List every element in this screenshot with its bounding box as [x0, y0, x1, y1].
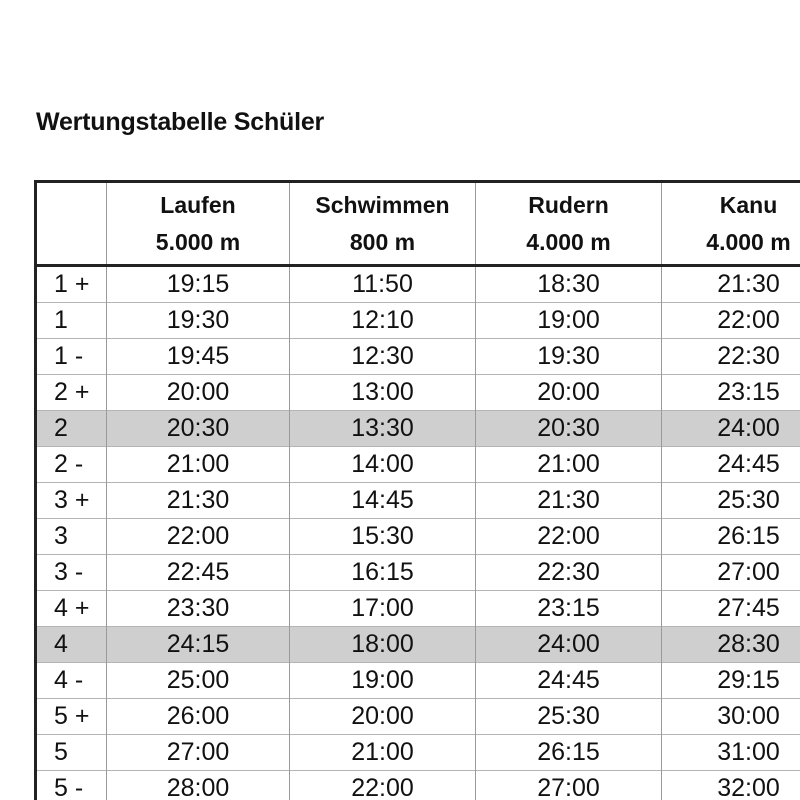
cell-schwimmen: 15:30 [290, 519, 476, 555]
cell-rudern: 24:45 [476, 663, 662, 699]
cell-grade: 3 + [36, 483, 107, 519]
header-schwimmen-distance: 800 m [349, 228, 416, 255]
cell-rudern: 21:00 [476, 447, 662, 483]
cell-kanu: 24:45 [662, 447, 800, 483]
table-row [36, 591, 800, 627]
cell-grade: 1 [36, 303, 107, 339]
header-laufen [107, 182, 290, 266]
cell-laufen: 21:00 [107, 447, 290, 483]
header-grade [36, 182, 107, 266]
header-laufen-distance: 5.000 m [155, 228, 241, 255]
grading-table [34, 180, 800, 800]
cell-rudern: 23:15 [476, 591, 662, 627]
cell-kanu: 23:15 [662, 375, 800, 411]
cell-kanu: 25:30 [662, 483, 800, 519]
header-rudern [476, 182, 662, 266]
cell-grade: 1 + [36, 266, 107, 303]
header-kanu-name: Kanu [719, 191, 778, 218]
header-kanu-distance: 4.000 m [706, 228, 791, 255]
cell-laufen: 24:15 [107, 627, 290, 663]
cell-laufen: 21:30 [107, 483, 290, 519]
cell-rudern: 26:15 [476, 735, 662, 771]
table-row [36, 735, 800, 771]
cell-kanu: 21:30 [662, 266, 800, 303]
cell-kanu: 27:45 [662, 591, 800, 627]
cell-schwimmen: 21:00 [290, 735, 476, 771]
cell-grade: 2 - [36, 447, 107, 483]
cell-laufen: 25:00 [107, 663, 290, 699]
cell-schwimmen: 12:30 [290, 339, 476, 375]
cell-laufen: 23:30 [107, 591, 290, 627]
table-row [36, 627, 800, 663]
table-row [36, 411, 800, 447]
cell-laufen: 20:30 [107, 411, 290, 447]
cell-kanu: 24:00 [662, 411, 800, 447]
cell-rudern: 18:30 [476, 266, 662, 303]
table-row [36, 555, 800, 591]
table-row [36, 303, 800, 339]
cell-schwimmen: 17:00 [290, 591, 476, 627]
cell-laufen: 19:15 [107, 266, 290, 303]
cell-laufen: 26:00 [107, 699, 290, 735]
cell-rudern: 25:30 [476, 699, 662, 735]
cell-rudern: 22:30 [476, 555, 662, 591]
cell-schwimmen: 14:00 [290, 447, 476, 483]
table-row [36, 663, 800, 699]
cell-laufen: 27:00 [107, 735, 290, 771]
cell-grade: 2 + [36, 375, 107, 411]
table-row [36, 339, 800, 375]
table-row [36, 771, 800, 800]
table-row [36, 699, 800, 735]
cell-schwimmen: 20:00 [290, 699, 476, 735]
cell-grade: 3 [36, 519, 107, 555]
page-title: Wertungstabelle Schüler [36, 108, 325, 136]
header-rudern-name: Rudern [528, 191, 609, 218]
cell-grade: 5 + [36, 699, 107, 735]
table-row [36, 266, 800, 303]
cell-laufen: 22:45 [107, 555, 290, 591]
cell-kanu: 22:00 [662, 303, 800, 339]
cell-schwimmen: 13:30 [290, 411, 476, 447]
cell-schwimmen: 11:50 [290, 266, 476, 303]
cell-schwimmen: 22:00 [290, 771, 476, 800]
cell-rudern: 27:00 [476, 771, 662, 800]
cell-laufen: 22:00 [107, 519, 290, 555]
cell-grade: 5 - [36, 771, 107, 800]
header-schwimmen-name: Schwimmen [315, 191, 450, 218]
cell-laufen: 19:30 [107, 303, 290, 339]
cell-rudern: 22:00 [476, 519, 662, 555]
cell-schwimmen: 12:10 [290, 303, 476, 339]
cell-rudern: 19:00 [476, 303, 662, 339]
cell-kanu: 28:30 [662, 627, 800, 663]
cell-grade: 2 [36, 411, 107, 447]
header-kanu [662, 182, 800, 266]
table-body [36, 266, 800, 800]
cell-laufen: 19:45 [107, 339, 290, 375]
cell-kanu: 26:15 [662, 519, 800, 555]
cell-schwimmen: 16:15 [290, 555, 476, 591]
cell-grade: 4 + [36, 591, 107, 627]
table-row [36, 447, 800, 483]
cell-kanu: 29:15 [662, 663, 800, 699]
table-row [36, 519, 800, 555]
cell-grade: 4 - [36, 663, 107, 699]
table-row [36, 375, 800, 411]
cell-kanu: 22:30 [662, 339, 800, 375]
cell-schwimmen: 19:00 [290, 663, 476, 699]
cell-laufen: 28:00 [107, 771, 290, 800]
cell-schwimmen: 13:00 [290, 375, 476, 411]
cell-schwimmen: 18:00 [290, 627, 476, 663]
table-row [36, 483, 800, 519]
cell-rudern: 20:00 [476, 375, 662, 411]
cell-kanu: 32:00 [662, 771, 800, 800]
cell-rudern: 21:30 [476, 483, 662, 519]
cell-grade: 5 [36, 735, 107, 771]
cell-laufen: 20:00 [107, 375, 290, 411]
header-laufen-name: Laufen [160, 191, 236, 218]
cell-rudern: 20:30 [476, 411, 662, 447]
cell-grade: 4 [36, 627, 107, 663]
cell-kanu: 31:00 [662, 735, 800, 771]
header-rudern-distance: 4.000 m [526, 228, 611, 255]
cell-rudern: 19:30 [476, 339, 662, 375]
cell-rudern: 24:00 [476, 627, 662, 663]
cell-grade: 1 - [36, 339, 107, 375]
cell-grade: 3 - [36, 555, 107, 591]
header-schwimmen [290, 182, 476, 266]
table-header-row [36, 182, 800, 266]
cell-schwimmen: 14:45 [290, 483, 476, 519]
cell-kanu: 27:00 [662, 555, 800, 591]
cell-kanu: 30:00 [662, 699, 800, 735]
